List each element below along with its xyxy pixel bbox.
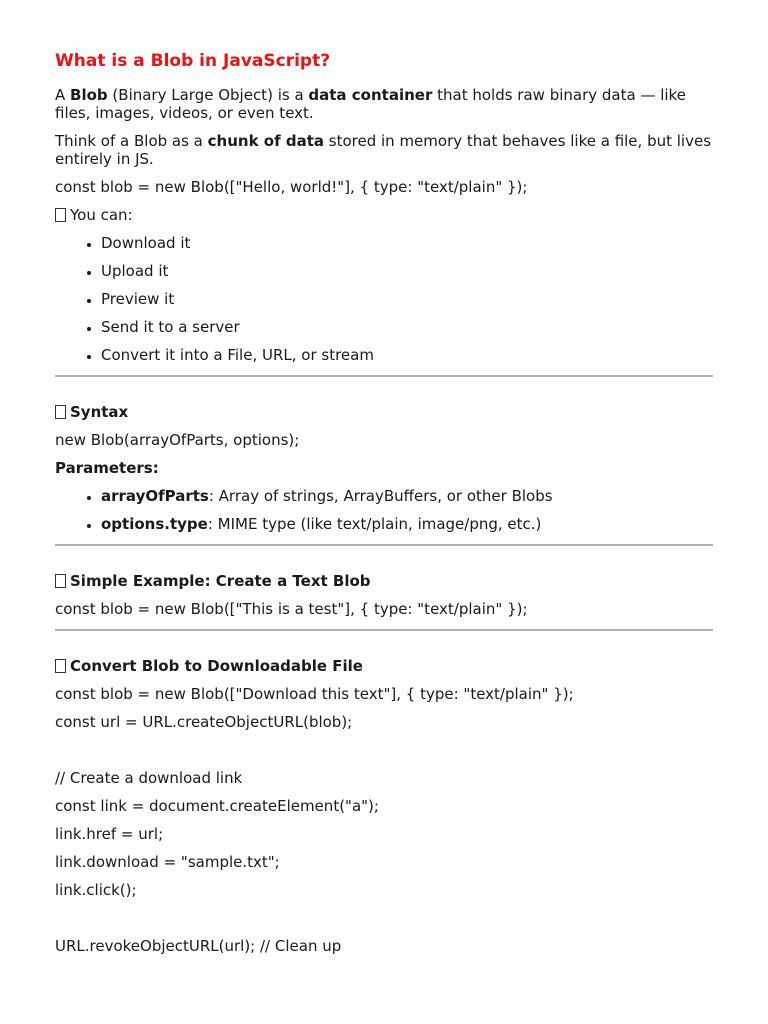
simple-code-line: const blob = new Blob(["This is a test"], { type: "text/plain" }); (55, 600, 528, 618)
code-line: const link = document.createElement("a"); (55, 797, 379, 815)
missing-glyph-icon (55, 659, 66, 673)
divider (55, 629, 713, 631)
think-text-2: stored in memory that behaves like a file, but lives entirely in JS. (55, 132, 712, 168)
list-item (101, 515, 715, 533)
blank-line (55, 731, 715, 759)
think-paragraph (55, 132, 715, 168)
syntax-code-line: new Blob(arrayOfParts, options); (55, 431, 300, 449)
document-content (55, 50, 715, 955)
list-item: • Upload it (101, 262, 715, 280)
syntax-heading-label: Syntax (70, 403, 129, 421)
list-item: • Convert it into a File, URL, or stream (101, 346, 715, 364)
syntax-heading (55, 403, 715, 421)
list-item: • Preview it (101, 290, 715, 308)
parameters-list (55, 487, 715, 533)
code-line: const url = URL.createObjectURL(blob); (55, 713, 353, 731)
convert-heading-label: Convert Blob to Downloadable File (70, 657, 363, 675)
divider (55, 375, 713, 377)
list-item (101, 487, 715, 505)
missing-glyph-icon (55, 574, 66, 588)
you-can-label: You can: (70, 206, 133, 224)
think-text-1: Think of a Blob as a (55, 132, 208, 150)
page-title: What is a Blob in JavaScript? (55, 51, 331, 71)
parameters-label (55, 459, 715, 477)
code-line: link.href = url; (55, 825, 164, 843)
code-line: link.download = "sample.txt"; (55, 853, 280, 871)
intro-text-3: that holds raw binary data — like files, images, videos, or even text. (55, 86, 686, 122)
missing-glyph-icon (55, 405, 66, 419)
parameters-label-text: Parameters: (55, 459, 159, 477)
code-comment-line: // Create a download link (55, 769, 243, 787)
param-name: options.type (101, 515, 208, 533)
intro-code-line: const blob = new Blob(["Hello, world!"], { type: "text/plain" }); (55, 178, 528, 196)
param-name: arrayOfParts (101, 487, 209, 505)
intro-bold-blob: Blob (70, 86, 108, 104)
simple-example-heading (55, 572, 715, 590)
intro-text-2: (Binary Large Object) is a (107, 86, 309, 104)
divider (55, 544, 713, 546)
intro-text-1: A (55, 86, 71, 104)
missing-glyph-icon (55, 208, 66, 222)
capabilities-list (55, 234, 715, 364)
intro-bold-data-container: data container (308, 86, 433, 104)
you-can-line (55, 206, 715, 224)
code-line: URL.revokeObjectURL(url); // Clean up (55, 937, 342, 955)
think-bold-chunk: chunk of data (207, 132, 324, 150)
list-item: • Download it (101, 234, 715, 252)
param-desc: : Array of strings, ArrayBuffers, or other Blobs (208, 487, 553, 505)
convert-heading (55, 657, 715, 675)
intro-paragraph (55, 86, 715, 122)
code-line: const blob = new Blob(["Download this text"], { type: "text/plain" }); (55, 685, 574, 703)
param-desc: : MIME type (like text/plain, image/png, etc.) (207, 515, 542, 533)
list-item: • Send it to a server (101, 318, 715, 336)
simple-example-heading-label: Simple Example: Create a Text Blob (70, 572, 371, 590)
blank-line (55, 899, 715, 927)
code-line: link.click(); (55, 881, 137, 899)
